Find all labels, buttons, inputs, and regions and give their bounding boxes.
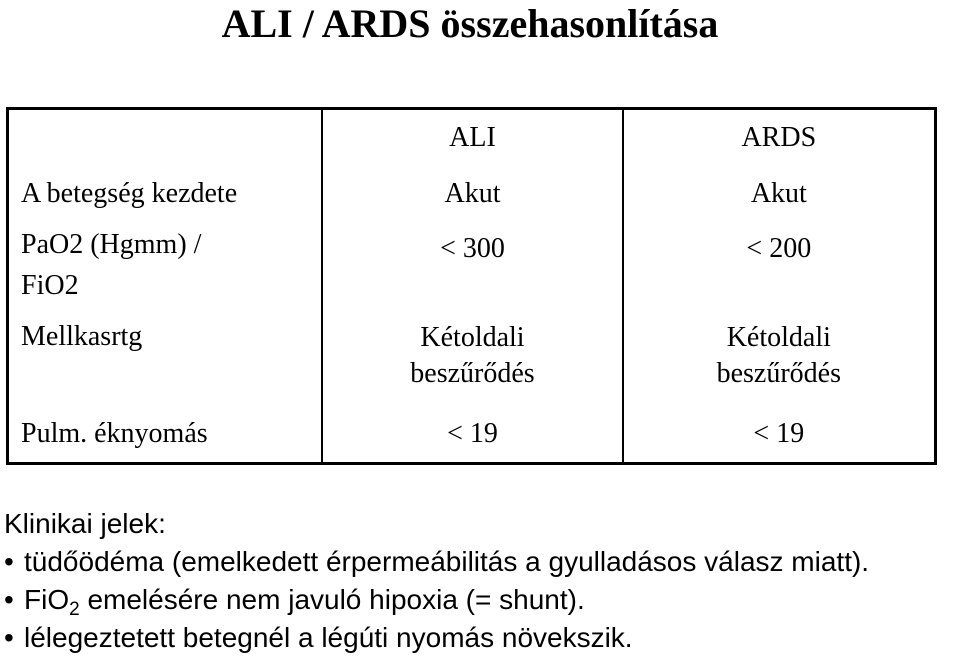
- list-item-text: [24, 584, 585, 620]
- table-row: [8, 314, 936, 406]
- clinical-signs: [4, 505, 869, 657]
- list-item: [4, 543, 869, 581]
- text-fio: FiO: [24, 584, 70, 615]
- table-row: [8, 222, 936, 314]
- table-header-row: [8, 109, 936, 167]
- table-row: [8, 406, 936, 464]
- header-cell-empty: [8, 109, 323, 167]
- row-label-line: PaO2 (Hgmm) /: [21, 229, 202, 260]
- cell-line: Kétoldali: [420, 322, 525, 353]
- cell-ards-wedge-pressure: < 19: [623, 406, 936, 464]
- table-row: [8, 166, 936, 222]
- list-item-text: lélegeztetett betegnél a légúti nyomás növekszik.: [24, 622, 633, 653]
- cell-ali-chest-xray: [322, 314, 622, 406]
- cell-line: beszűrődés: [716, 358, 842, 389]
- cell-line: beszűrődés: [410, 358, 535, 389]
- cell-line: Kétoldali: [726, 322, 831, 353]
- page-title: ALI / ARDS összehasonlítása: [221, 1, 719, 46]
- header-cell-ards: ARDS: [623, 109, 936, 167]
- cell-ards-pao2-fio2: < 200: [623, 222, 936, 314]
- cell-ali-onset: Akut: [322, 166, 622, 222]
- clinical-signs-heading: Klinikai jelek:: [4, 508, 166, 539]
- list-item: [4, 581, 869, 619]
- row-label-onset: A betegség kezdete: [8, 166, 323, 222]
- cell-ards-onset: Akut: [623, 166, 936, 222]
- cell-ali-pao2-fio2: < 300: [322, 222, 622, 314]
- text-rest: emelésére nem javuló hipoxia (= shunt).: [79, 584, 585, 615]
- clinical-signs-list: [4, 543, 869, 657]
- cell-ali-wedge-pressure: < 19: [322, 406, 622, 464]
- bullet-icon: •: [4, 546, 14, 577]
- bullet-icon: •: [4, 584, 14, 615]
- list-item-text: tüdőödéma (emelkedett érpermeábilitás a gyulladásos válasz miatt).: [24, 546, 870, 577]
- row-label-wedge-pressure: Pulm. éknyomás: [8, 406, 323, 464]
- comparison-table: [6, 107, 937, 465]
- cell-ards-chest-xray: [623, 314, 936, 406]
- row-label-line: FiO2: [21, 270, 79, 301]
- list-item: [4, 619, 869, 657]
- row-label-pao2-fio2: [8, 222, 323, 314]
- row-label-chest-xray: Mellkasrtg: [8, 314, 323, 406]
- header-cell-ali: ALI: [322, 109, 622, 167]
- subscript-2: 2: [69, 599, 80, 620]
- bullet-icon: •: [4, 622, 14, 653]
